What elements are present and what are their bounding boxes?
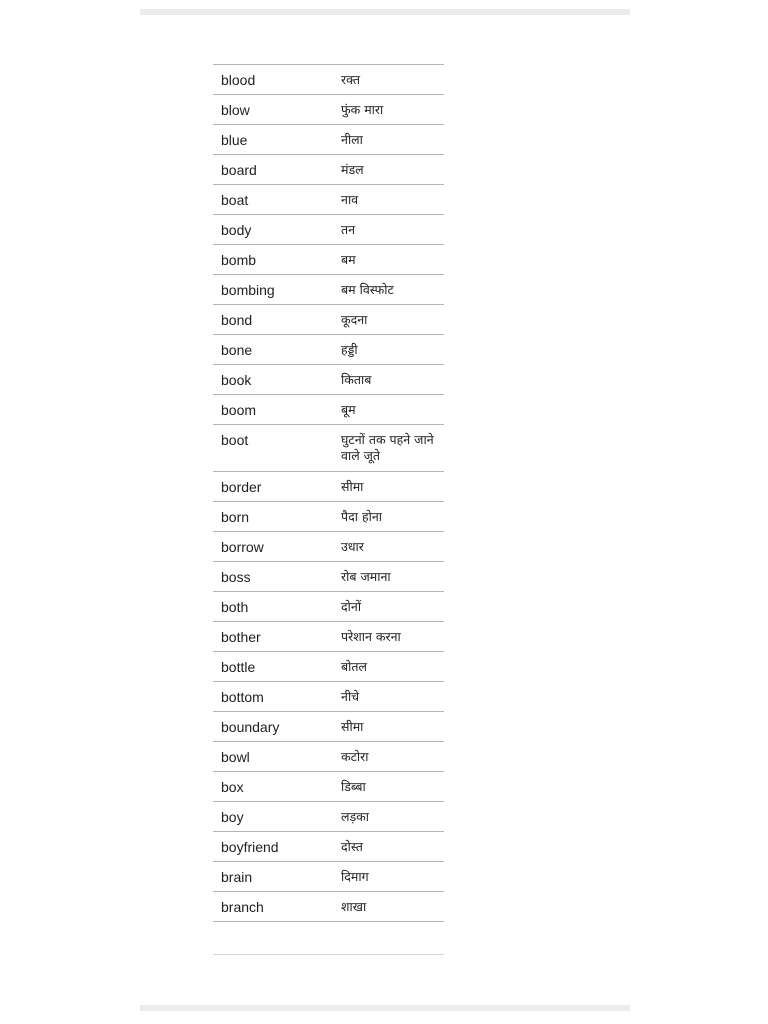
english-word: boom — [221, 402, 257, 418]
hindi-translation: हड्डी — [341, 342, 358, 357]
hindi-translation: रोब जमाना — [341, 569, 391, 584]
table-row — [213, 802, 444, 832]
english-word: bond — [221, 312, 253, 328]
page-top-edge — [140, 9, 630, 15]
table-row — [213, 682, 444, 712]
hindi-translation: शाखा — [341, 899, 367, 914]
hindi-translation: बूम — [341, 402, 356, 417]
english-word: bottle — [221, 659, 256, 675]
hindi-translation: नीचे — [341, 689, 360, 704]
table-row — [213, 365, 444, 395]
hindi-translation: नाव — [341, 192, 359, 207]
table-row — [213, 652, 444, 682]
table-row — [213, 772, 444, 802]
hindi-translation: दोस्त — [341, 839, 363, 854]
english-word: bowl — [221, 749, 250, 765]
table-row — [213, 65, 444, 95]
english-word: bombing — [221, 282, 275, 298]
table-row — [213, 215, 444, 245]
table-row — [213, 502, 444, 532]
hindi-translation: सीमा — [341, 479, 364, 494]
table-row — [213, 395, 444, 425]
hindi-translation: तन — [341, 222, 356, 237]
page-bottom-edge — [140, 1005, 630, 1011]
english-word: boss — [221, 569, 251, 585]
table-row — [213, 185, 444, 215]
english-word: book — [221, 372, 252, 388]
english-word: blood — [221, 72, 256, 88]
english-word: boyfriend — [221, 839, 279, 855]
hindi-translation: डिब्बा — [341, 779, 366, 794]
english-word: borrow — [221, 539, 264, 555]
english-word: body — [221, 222, 252, 238]
english-word: bottom — [221, 689, 264, 705]
english-word: boot — [221, 432, 249, 448]
table-row — [213, 472, 444, 502]
english-word: board — [221, 162, 257, 178]
english-word: both — [221, 599, 249, 615]
english-word: boat — [221, 192, 249, 208]
english-word: border — [221, 479, 262, 495]
hindi-translation: कूदना — [341, 312, 368, 327]
english-word: boy — [221, 809, 244, 825]
english-word: bone — [221, 342, 253, 358]
table-row — [213, 245, 444, 275]
hindi-translation: नीला — [341, 132, 363, 147]
hindi-translation: घुटनों तक पहने जाने वाले जूते — [341, 432, 434, 463]
table-row — [213, 125, 444, 155]
vocabulary-table — [213, 64, 444, 922]
table-bottom-rule — [213, 954, 444, 955]
hindi-translation: किताब — [341, 372, 372, 387]
table-row — [213, 275, 444, 305]
table-row — [213, 155, 444, 185]
hindi-translation: रक्त — [341, 72, 360, 87]
hindi-translation: कटोरा — [341, 749, 369, 764]
table-row — [213, 95, 444, 125]
table-row — [213, 712, 444, 742]
table-row — [213, 425, 444, 472]
english-word: blue — [221, 132, 248, 148]
table-row — [213, 592, 444, 622]
hindi-translation: दिमाग — [341, 869, 369, 884]
table-row — [213, 742, 444, 772]
table-row — [213, 622, 444, 652]
hindi-translation: लड़का — [341, 809, 370, 824]
table-row — [213, 832, 444, 862]
hindi-translation: बम विस्फोट — [341, 282, 394, 297]
english-word: brain — [221, 869, 253, 885]
hindi-translation: बोतल — [341, 659, 367, 674]
table-row — [213, 862, 444, 892]
hindi-translation: परेशान करना — [341, 629, 401, 644]
hindi-translation: फुंक मारा — [341, 102, 384, 117]
hindi-translation: सीमा — [341, 719, 364, 734]
table-row — [213, 892, 444, 922]
hindi-translation: बम — [341, 252, 356, 267]
english-word: bomb — [221, 252, 257, 268]
english-word: bother — [221, 629, 261, 645]
english-word: born — [221, 509, 250, 525]
table-row — [213, 562, 444, 592]
english-word: blow — [221, 102, 250, 118]
english-word: branch — [221, 899, 264, 915]
hindi-translation: पैदा होना — [341, 509, 382, 524]
hindi-translation: उधार — [341, 539, 364, 554]
hindi-translation: मंडल — [341, 162, 364, 177]
table-row — [213, 532, 444, 562]
english-word: box — [221, 779, 244, 795]
table-row — [213, 335, 444, 365]
english-word: boundary — [221, 719, 280, 735]
hindi-translation: दोनों — [341, 599, 362, 614]
table-row — [213, 305, 444, 335]
